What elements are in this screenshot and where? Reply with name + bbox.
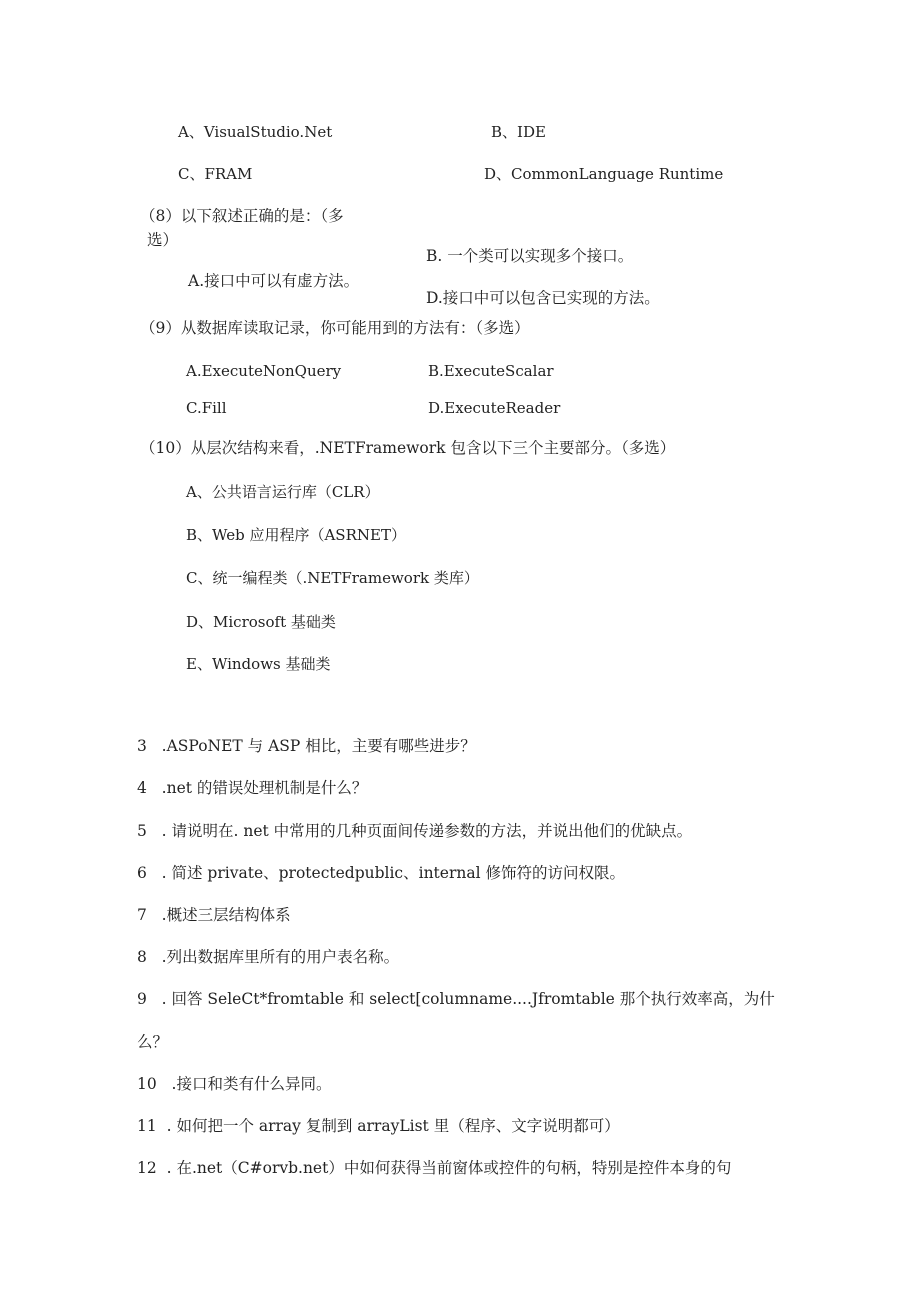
- q7-option-c: C、FRAM: [178, 165, 253, 183]
- question-text: . 如何把一个 array 复制到 arrayList 里（程序、文字说明都可）: [166, 1117, 620, 1135]
- short-question: [137, 989, 775, 1009]
- q8-option-a: A.接口中可以有虚方法。: [188, 272, 360, 290]
- q10-option-c: C、统一编程类（.NETFramework 类库）: [186, 569, 479, 587]
- question-text: .ASPoNET 与 ASP 相比，主要有哪些进步？: [161, 737, 476, 755]
- question-text: .接口和类有什么异同。: [171, 1075, 332, 1093]
- question-number: 10: [137, 1075, 157, 1093]
- q10-option-b: B、Web 应用程序（ASRNET）: [186, 526, 406, 544]
- question-text: . 请说明在. net 中常用的几种页面间传递参数的方法，并说出他们的优缺点。: [161, 822, 693, 840]
- q10-question: （10）从层次结构来看，.NETFramework 包含以下三个主要部分。（多选）: [140, 439, 676, 457]
- question-number: 4: [137, 779, 147, 797]
- question-number: 8: [137, 948, 147, 966]
- q8-option-b: B. 一个类可以实现多个接口。: [426, 247, 634, 265]
- question-number: 11: [137, 1117, 157, 1135]
- q10-option-a: A、公共语言运行库（CLR）: [186, 483, 380, 501]
- question-number: 5: [137, 822, 147, 840]
- question-number: 6: [137, 864, 147, 882]
- question-number: 12: [137, 1159, 157, 1177]
- short-question: [137, 863, 625, 883]
- question-text: 么？: [137, 1033, 169, 1051]
- question-text: .列出数据库里所有的用户表名称。: [161, 948, 400, 966]
- question-number: 7: [137, 906, 147, 924]
- q7-option-a: A、VisualStudio.Net: [178, 123, 333, 141]
- q10-option-e: E、Windows 基础类: [186, 655, 331, 673]
- short-question: [137, 1116, 620, 1136]
- short-question: [137, 1074, 331, 1094]
- q7-option-b: B、IDE: [491, 123, 546, 141]
- question-text: . 简述 private、protectedpublic、internal 修饰符的访问权限。: [161, 864, 625, 882]
- question-number: 3: [137, 737, 147, 755]
- q8-option-d: D.接口中可以包含已实现的方法。: [426, 289, 660, 307]
- q8-question-line1: （8）以下叙述正确的是：（多: [140, 207, 344, 225]
- short-question: [137, 947, 399, 967]
- short-question: [137, 821, 692, 841]
- q8-question-line2: 选）: [147, 231, 179, 249]
- q9-option-c: C.Fill: [186, 399, 227, 417]
- q9-option-d: D.ExecuteReader: [428, 399, 561, 417]
- q9-option-b: B.ExecuteScalar: [428, 362, 554, 380]
- short-question-continuation: [137, 1032, 168, 1052]
- short-question: [137, 736, 476, 756]
- short-question: [137, 1158, 731, 1178]
- question-text: . 回答 SeleCt*fromtable 和 select[columname....Jfromtable 那个执行效率高，为什: [161, 990, 775, 1008]
- short-question: [137, 778, 367, 798]
- q9-option-a: A.ExecuteNonQuery: [186, 362, 342, 380]
- short-question: [137, 905, 291, 925]
- question-text: .概述三层结构体系: [161, 906, 291, 924]
- q7-option-d: D、CommonLanguage Runtime: [484, 165, 724, 183]
- q10-option-d: D、Microsoft 基础类: [186, 613, 336, 631]
- question-text: .net 的错误处理机制是什么？: [161, 779, 368, 797]
- question-text: . 在.net（C#orvb.net）中如何获得当前窗体或控件的句柄，特别是控件本身的句: [166, 1159, 732, 1177]
- q9-question: （9）从数据库读取记录，你可能用到的方法有：（多选）: [140, 319, 530, 337]
- question-number: 9: [137, 990, 147, 1008]
